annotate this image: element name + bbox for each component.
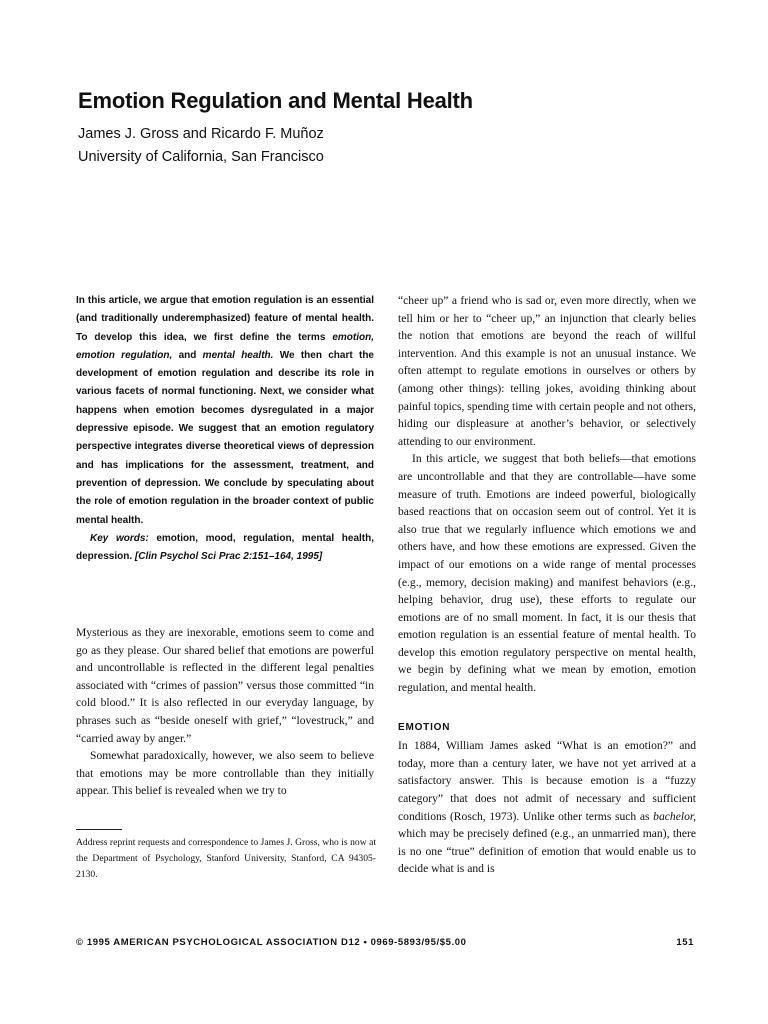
page-number: 151 bbox=[676, 937, 694, 948]
body-paragraph: “cheer up” a friend who is sad or, even more directly, when we tell him or her to “cheer up,” an injunction that clearly belies the notion that emotions are beyond the reach of willful intervention. And this example is not an unusual instance. We often attempt to regulate emotions in ourselves or others by (among other things): telling jokes, avoiding thinking about painful topics, spending time with certain people and not others, hiding our displeasure at another’s behavior, or selectively attending to our environment. bbox=[398, 294, 696, 448]
right-body-text bbox=[398, 292, 696, 878]
abstract-paragraph: In this article, we argue that emotion regulation is an essential (and traditionally underemphasized) feature of mental health. To develop this idea, we first define the terms emotion, emotion regulation, and mental health. We then chart the development of emotion regulation and describe its role in various facets of normal functioning. Next, we consider what happens when emotion becomes dysregulated in a major depressive episode. We suggest that an emotion regulatory perspective integrates diverse theoretical views of depression and has implications for the assessment, treatment, and prevention of depression. We conclude by speculating about the role of emotion regulation in the broader context of public mental health. bbox=[76, 295, 374, 526]
section-heading-emotion: EMOTION bbox=[398, 721, 451, 733]
body-paragraph: Somewhat paradoxically, however, we also seem to believe that emotions may be more controllable than they initially appear. This belief is revealed when we try to bbox=[76, 749, 374, 798]
affiliation: University of California, San Francisco bbox=[78, 149, 324, 165]
article-title: Emotion Regulation and Mental Health bbox=[78, 88, 473, 113]
abstract bbox=[76, 292, 374, 566]
citation: [Clin Psychol Sci Prac 2:151–164, 1995] bbox=[134, 551, 323, 563]
keywords-label: Key words: bbox=[90, 532, 149, 544]
footnote: Address reprint requests and correspondence to James J. Gross, who is now at the Department of Psychology, Stanford University, Stanford, CA 94305-2130. bbox=[76, 837, 376, 880]
body-paragraph: Mysterious as they are inexorable, emotions seem to come and go as they please. Our shared belief that emotions are powerful and uncontrollable is reflected in the different legal penalties associated with “crimes of passion” versus those committed “in cold blood.” It is also reflected in our everyday language, by phrases such as “beside oneself with grief,” “lovestruck,” and “carried away by anger.” bbox=[76, 626, 374, 745]
copyright-footer: © 1995 AMERICAN PSYCHOLOGICAL ASSOCIATION D12 • 0969-5893/95/$5.00 bbox=[76, 937, 467, 948]
body-paragraph: In 1884, William James asked “What is an emotion?” and today, more than a century later, we have not yet arrived at a satisfactory answer. This is because emotion is a “fuzzy category” that does not admit of necessary and sufficient conditions (Rosch, 1973). Unlike other terms such as bachelor, which may be precisely defined (e.g., an unmarried man), there is no one “true” definition of emotion that would enable us to decide what is and is bbox=[398, 739, 696, 876]
body-paragraph: In this article, we suggest that both beliefs—that emotions are uncontrollable and that they are controllable—have some measure of truth. Emotions are indeed powerful, biologically based reactions that on occasion seem out of control. Yet it is also true that we regularly influence which emotions we and others have, and how these emotions are expressed. Given the impact of our emotions on a wide range of mental processes (e.g., memory, decision making) and manifest behaviors (e.g., helping behavior, drug use), these efforts to regulate our emotions are of no small moment. In fact, it is our thesis that emotion regulation is an essential feature of mental health. To develop this emotion regulatory perspective on mental health, we begin by defining what we mean by emotion, emotion regulation, and mental health. bbox=[398, 452, 696, 695]
footnote-divider bbox=[76, 829, 122, 830]
authors: James J. Gross and Ricardo F. Muñoz bbox=[78, 126, 324, 142]
keywords: Key words: emotion, mood, regulation, mental health, depression. [Clin Psychol Sci Prac 2:151–164, 1995] bbox=[76, 532, 374, 563]
left-body-text bbox=[76, 624, 374, 800]
